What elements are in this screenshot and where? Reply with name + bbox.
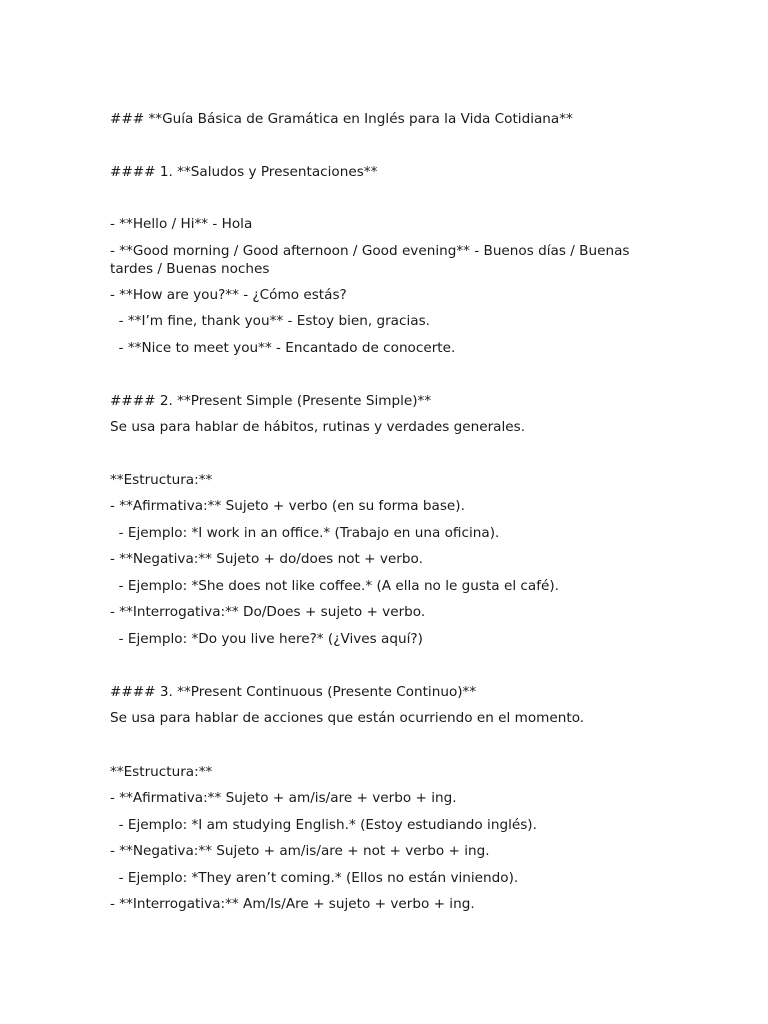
list-item: - Ejemplo: *They aren’t coming.* (Ellos no están viniendo). [110,870,519,886]
list-item: - **Negativa:** Sujeto + do/does not + verbo. [110,551,423,567]
list-item: - **How are you?** - ¿Cómo estás? [110,287,347,303]
paragraph: Se usa para hablar de hábitos, rutinas y verdades generales. [110,419,526,435]
list-item: - Ejemplo: *She does not like coffee.* (A ella no le gusta el café). [110,578,559,594]
list-item: - **Hello / Hi** - Hola [110,216,253,232]
list-item: - **Negativa:** Sujeto + am/is/are + not + verbo + ing. [110,843,490,859]
list-item: - **Afirmativa:** Sujeto + am/is/are + verbo + ing. [110,790,457,806]
list-item: - Ejemplo: *I work in an office.* (Trabajo en una oficina). [110,525,500,541]
list-item: - Ejemplo: *I am studying English.* (Estoy estudiando inglés). [110,817,537,833]
list-item: - **Interrogativa:** Am/Is/Are + sujeto + verbo + ing. [110,896,475,912]
structure-label: **Estructura:** [110,472,213,488]
structure-label: **Estructura:** [110,764,213,780]
document-title: ### **Guía Básica de Gramática en Inglés para la Vida Cotidiana** [110,111,573,127]
section-heading-present-simple: #### 2. **Present Simple (Presente Simple)** [110,393,432,409]
section-heading-greetings: #### 1. **Saludos y Presentaciones** [110,164,378,180]
list-item: - **I’m fine, thank you** - Estoy bien, gracias. [110,313,430,329]
section-heading-present-continuous: #### 3. **Present Continuous (Presente Continuo)** [110,684,477,700]
list-item: - **Interrogativa:** Do/Does + sujeto + verbo. [110,604,426,620]
list-item: - **Nice to meet you** - Encantado de conocerte. [110,340,456,356]
list-item: - **Good morning / Good afternoon / Good evening** - Buenos días / Buenas tardes / Buenas noches [110,243,634,277]
list-item: - Ejemplo: *Do you live here?* (¿Vives aquí?) [110,631,423,647]
paragraph: Se usa para hablar de acciones que están ocurriendo en el momento. [110,710,585,726]
list-item: - **Afirmativa:** Sujeto + verbo (en su forma base). [110,498,465,514]
